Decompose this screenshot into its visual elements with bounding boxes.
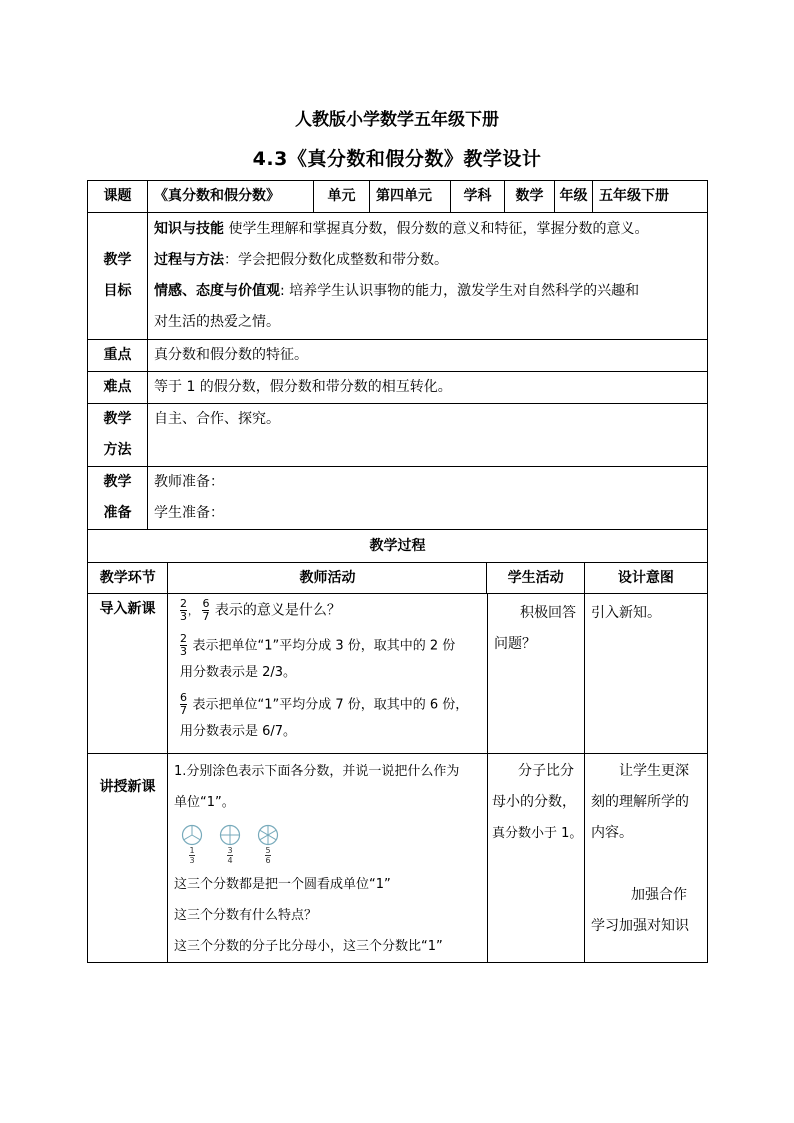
goals-row — [88, 213, 708, 340]
difficult-label: 难点 — [88, 372, 148, 404]
teacher-prep: 教师准备： — [154, 474, 224, 490]
lecture-stage: 讲授新课 — [88, 754, 168, 963]
intro-line-3: 表示把单位“1”平均分成 7 份，取其中的 6 份， — [192, 697, 469, 713]
circle-thirds-icon — [181, 824, 203, 846]
lecture-design: 让学生更深 刻的理解所学的 内容。 加强合作 学习加强对知识 — [585, 754, 708, 963]
intro-stage: 导入新课 — [88, 594, 168, 754]
circle-thirds: 1 3 — [180, 824, 204, 865]
key-row — [88, 340, 708, 372]
process-title: 教学过程 — [88, 530, 708, 563]
circle-quarters-icon — [219, 824, 241, 846]
intro-line-4: 用分数表示是 6/7。 — [180, 724, 297, 739]
intro-student: 积极回答 问题？ — [488, 594, 585, 754]
circle-sixths: 5 6 — [256, 824, 280, 865]
subject-label: 学科 — [451, 181, 505, 213]
emotion-text-2: 对生活的热爱之情。 — [154, 314, 280, 330]
col-design: 设计意图 — [617, 570, 674, 586]
process-title-row — [88, 530, 708, 563]
prep-label: 教学 准备 — [88, 467, 148, 530]
process-label: 过程与方法 — [154, 252, 224, 268]
topic-label: 课题 — [88, 181, 148, 213]
method-text: 自主、合作、探究。 — [148, 404, 708, 467]
prep-row — [88, 467, 708, 530]
col-stage: 教学环节 — [88, 563, 168, 593]
fraction-circles — [180, 824, 481, 865]
process-text: ：学会把假分数化成整数和带分数。 — [224, 252, 448, 268]
col-student: 学生活动 — [487, 563, 584, 593]
process-header-row — [88, 563, 708, 594]
grade-label: 年级 — [555, 181, 593, 213]
intro-line-1: 表示把单位“1”平均分成 3 份，取其中的 2 份 — [192, 638, 456, 654]
method-row — [88, 404, 708, 467]
process-header-cell — [88, 563, 708, 594]
knowledge-label: 知识与技能 — [154, 221, 224, 237]
fraction-2-3-b: $\frac{2}{3}$ — [180, 632, 187, 658]
topic-value: 《真分数和假分数》 — [148, 181, 314, 213]
col-teacher: 教师活动 — [168, 563, 487, 593]
lesson-plan-table — [87, 180, 708, 594]
fraction-6-7: $\frac{6}{7}$ — [202, 597, 210, 623]
process-table — [87, 593, 708, 963]
emotion-text: : 培养学生认识事物的能力，激发学生对自然科学的兴趣和 — [280, 283, 640, 299]
subject-value: 数学 — [505, 181, 555, 213]
goals-label: 教学 目标 — [88, 213, 148, 340]
document-title: 人教版小学数学五年级下册 — [295, 110, 499, 130]
unit-label: 单元 — [314, 181, 370, 213]
lecture-teacher: 1.分别涂色表示下面各分数，并说一说把什么作为 单位“1”。 1 3 3 4 5 6 这三个分数都是把一个圆看成单位“1” 这三个分数有什么特点？ 这三个分数的分子比分母小，这三个分数比“1” — [168, 754, 488, 963]
key-text: 真分数和假分数的特征。 — [148, 340, 708, 372]
difficult-text: 等于 1 的假分数，假分数和带分数的相互转化。 — [148, 372, 708, 404]
fraction-6-7-b: $\frac{6}{7}$ — [180, 691, 187, 717]
info-row — [88, 181, 708, 213]
intro-question: 表示的意义是什么？ — [214, 602, 341, 619]
intro-line-2: 用分数表示是 2/3。 — [180, 665, 297, 680]
document-subtitle: 4.3《真分数和假分数》教学设计 — [252, 148, 542, 170]
goals-content — [148, 213, 708, 340]
knowledge-text: 使学生理解和掌握真分数，假分数的意义和特征，掌握分数的意义。 — [228, 221, 649, 237]
method-label: 教学 方法 — [88, 404, 148, 467]
intro-teacher: $\frac{2}{3}$ ， $\frac{6}{7}$ 表示的意义是什么？ $\frac{2}{3}$ 表示把单位“1”平均分成 3 份，取其中的 2 份 用分数表示是 2/3。 $\frac{6}{7}$ 表示把单位“1”平均分成 7 份，取其中的 6 份， 用分数表示是 6/7。 — [168, 594, 488, 754]
lecture-student: 分子比分 母小的分数， 真分数小于 1。 — [488, 754, 585, 963]
key-label: 重点 — [88, 340, 148, 372]
difficult-row — [88, 372, 708, 404]
fraction-2-3: $\frac{2}{3}$ — [180, 597, 187, 623]
emotion-label: 情感、态度与价值观 — [154, 283, 280, 299]
lecture-row — [88, 754, 708, 963]
prep-content — [148, 467, 708, 530]
intro-row — [88, 594, 708, 754]
unit-value: 第四单元 — [370, 181, 451, 213]
grade-value: 五年级下册 — [593, 181, 708, 213]
student-prep: 学生准备： — [154, 505, 224, 521]
circle-sixths-icon — [257, 824, 279, 846]
circle-quarters: 3 4 — [218, 824, 242, 865]
intro-design: 引入新知。 — [585, 594, 708, 754]
